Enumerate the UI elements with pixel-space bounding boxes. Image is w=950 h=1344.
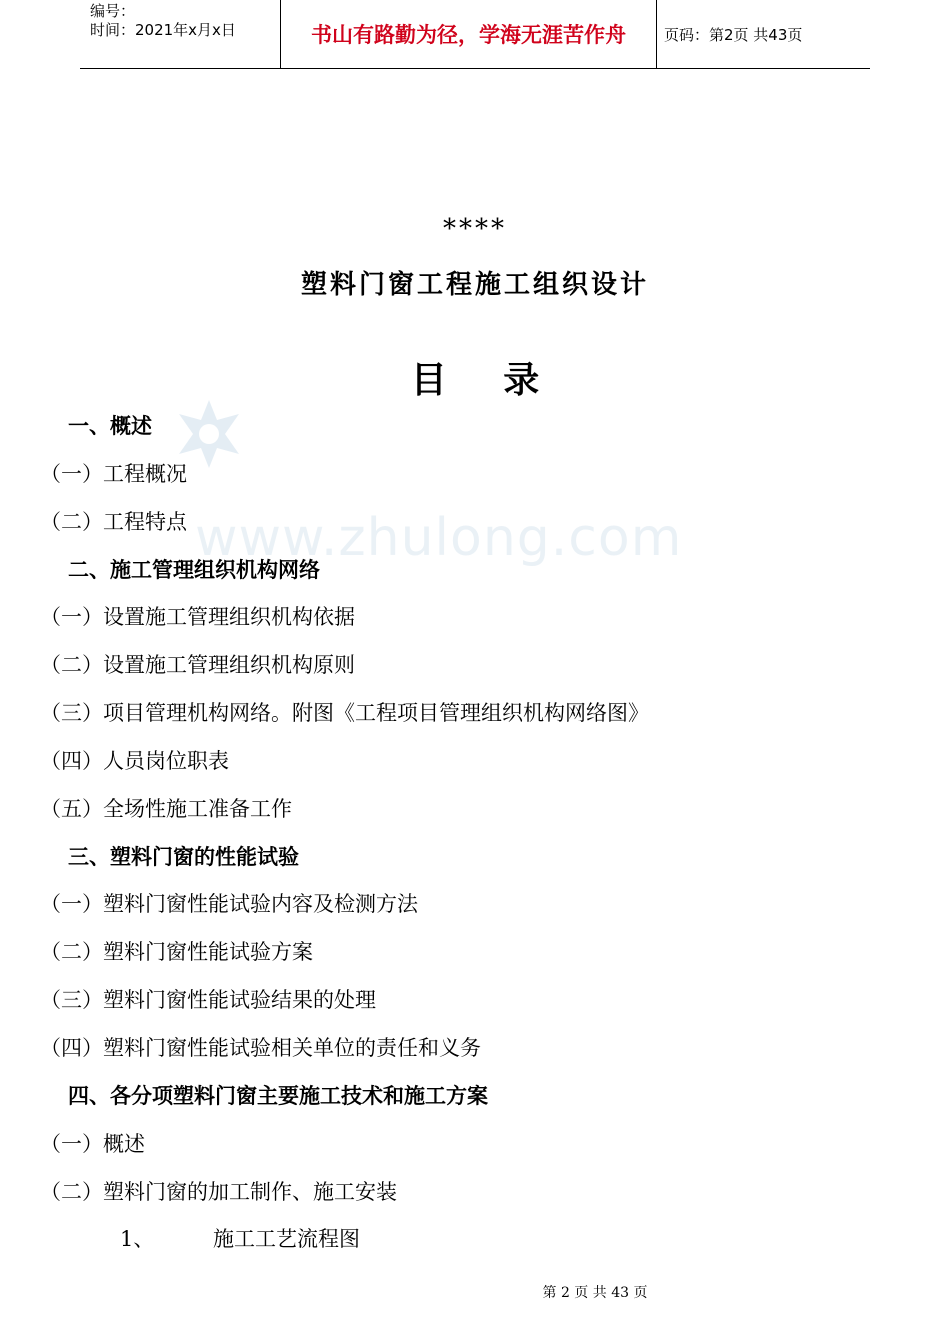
toc-subitem xyxy=(120,1223,360,1253)
header-page-info: 页码：第2页 共43页 xyxy=(664,25,803,44)
time-label: 时间：2021年x月x日 xyxy=(90,21,236,39)
doc-title: 塑料门窗工程施工组织设计 xyxy=(300,270,649,300)
page-footer: 第 2 页 共 43 页 xyxy=(542,1285,648,1301)
toc-item: （二）工程特点 xyxy=(40,510,187,534)
toc-item: （一）塑料门窗性能试验内容及检测方法 xyxy=(40,892,418,916)
toc-item: （四）塑料门窗性能试验相关单位的责任和义务 xyxy=(40,1036,481,1060)
toc-heading xyxy=(0,352,950,403)
toc-item: （三）项目管理机构网络。附图《工程项目管理组织机构网络图》 xyxy=(40,701,649,725)
toc-section-2: 二、施工管理组织机构网络 xyxy=(68,558,320,582)
toc-item: （三）塑料门窗性能试验结果的处理 xyxy=(40,988,376,1012)
header-meta xyxy=(80,0,280,68)
toc-item: （五）全场性施工准备工作 xyxy=(40,797,292,821)
toc-heading-char-2: 录 xyxy=(503,360,540,401)
header-motto: 书山有路勤为径，学海无涯苦作舟 xyxy=(280,0,657,68)
toc-item: （一）概述 xyxy=(40,1132,145,1156)
toc-item: （四）人员岗位职表 xyxy=(40,749,229,773)
toc-item: （一）设置施工管理组织机构依据 xyxy=(40,605,355,629)
toc-section-3: 三、塑料门窗的性能试验 xyxy=(68,845,299,869)
toc-section-4: 四、各分项塑料门窗主要施工技术和施工方案 xyxy=(68,1084,488,1108)
doc-stars: **** xyxy=(443,214,507,244)
toc-heading-char-1: 目 xyxy=(410,360,447,401)
toc-item: （二）设置施工管理组织机构原则 xyxy=(40,653,355,677)
number-label: 编号： xyxy=(90,2,136,20)
toc-subitem-number: 1、 xyxy=(120,1227,155,1251)
toc-item: （一）工程概况 xyxy=(40,462,187,486)
toc-item: （二）塑料门窗的加工制作、施工安装 xyxy=(40,1180,397,1204)
page-header xyxy=(80,0,870,69)
watermark-text: www.zhulong.com xyxy=(195,508,683,568)
toc-section-1: 一、概述 xyxy=(68,414,152,438)
toc-item: （二）塑料门窗性能试验方案 xyxy=(40,940,313,964)
toc-subitem-text: 施工工艺流程图 xyxy=(213,1227,360,1251)
